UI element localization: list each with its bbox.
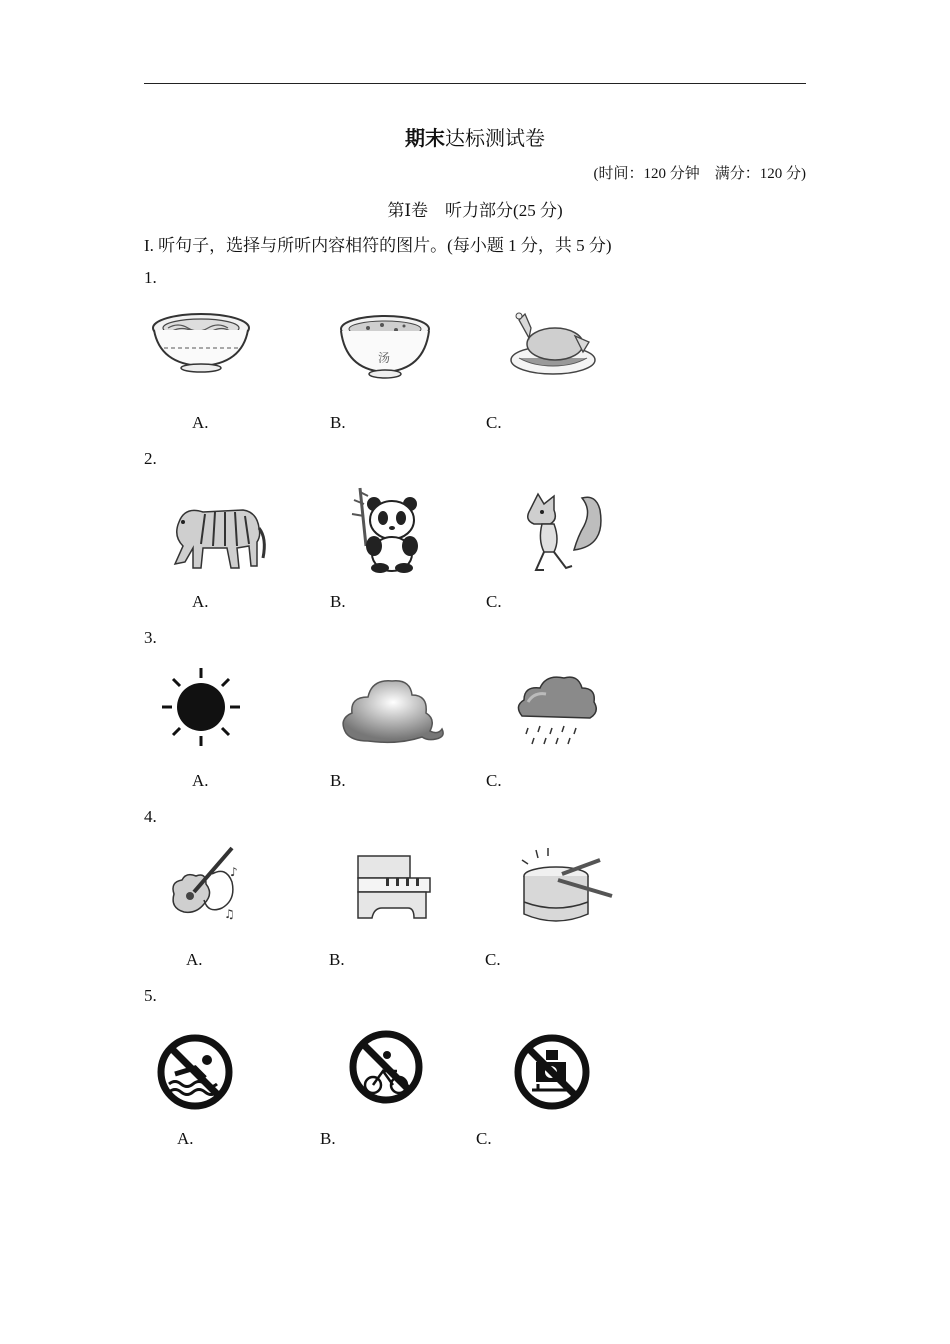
option-c-label[interactable]: C. [476,1129,492,1148]
option-b-label[interactable]: B. [320,1129,336,1148]
option-c-label[interactable]: C. [486,413,502,432]
fox-icon [520,490,604,574]
option-c-label[interactable]: C. [485,950,501,969]
no-photography-icon [512,1032,592,1112]
option-b-label[interactable]: B. [330,413,346,432]
cloud-icon [338,675,446,745]
rain-cloud-icon [514,672,600,750]
question-number: 4. [144,807,157,826]
roast-chicken-icon [505,302,599,382]
section-heading: 第Ⅰ卷 听力部分(25 分) [387,201,563,220]
panda-icon [344,486,426,574]
svg-text:汤: 汤 [378,351,391,365]
piano-icon [352,852,432,924]
exam-meta: (时间：120 分钟 满分：120 分) [593,166,806,182]
soup-bowl-icon [338,312,432,382]
svg-text:♫: ♫ [224,907,235,921]
option-b-label[interactable]: B. [329,950,345,969]
question-number: 5. [144,986,157,1005]
guitar-icon [166,842,246,922]
option-a-label[interactable]: A. [186,950,203,969]
page-title: 期末达标测试卷 [405,128,545,150]
drum-icon [518,846,616,928]
option-c-label[interactable]: C. [486,592,502,611]
option-b-label[interactable]: B. [330,592,346,611]
option-a-label[interactable]: A. [192,771,209,790]
top-rule [144,83,806,84]
question-number: 1. [144,268,157,287]
option-a-label[interactable]: A. [177,1129,194,1148]
svg-text:♪: ♪ [230,865,238,879]
question-number: 2. [144,449,157,468]
sun-icon [162,668,240,746]
no-swimming-icon [155,1032,235,1112]
no-cycling-icon [347,1027,425,1107]
tiger-icon [165,492,269,574]
option-a-label[interactable]: A. [192,413,209,432]
instruction: I. 听句子，选择与所听内容相符的图片。(每小题 1 分，共 5 分) [144,236,612,255]
option-a-label[interactable]: A. [192,592,209,611]
noodle-bowl-icon [150,308,252,374]
option-b-label[interactable]: B. [330,771,346,790]
option-c-label[interactable]: C. [486,771,502,790]
question-number: 3. [144,628,157,647]
